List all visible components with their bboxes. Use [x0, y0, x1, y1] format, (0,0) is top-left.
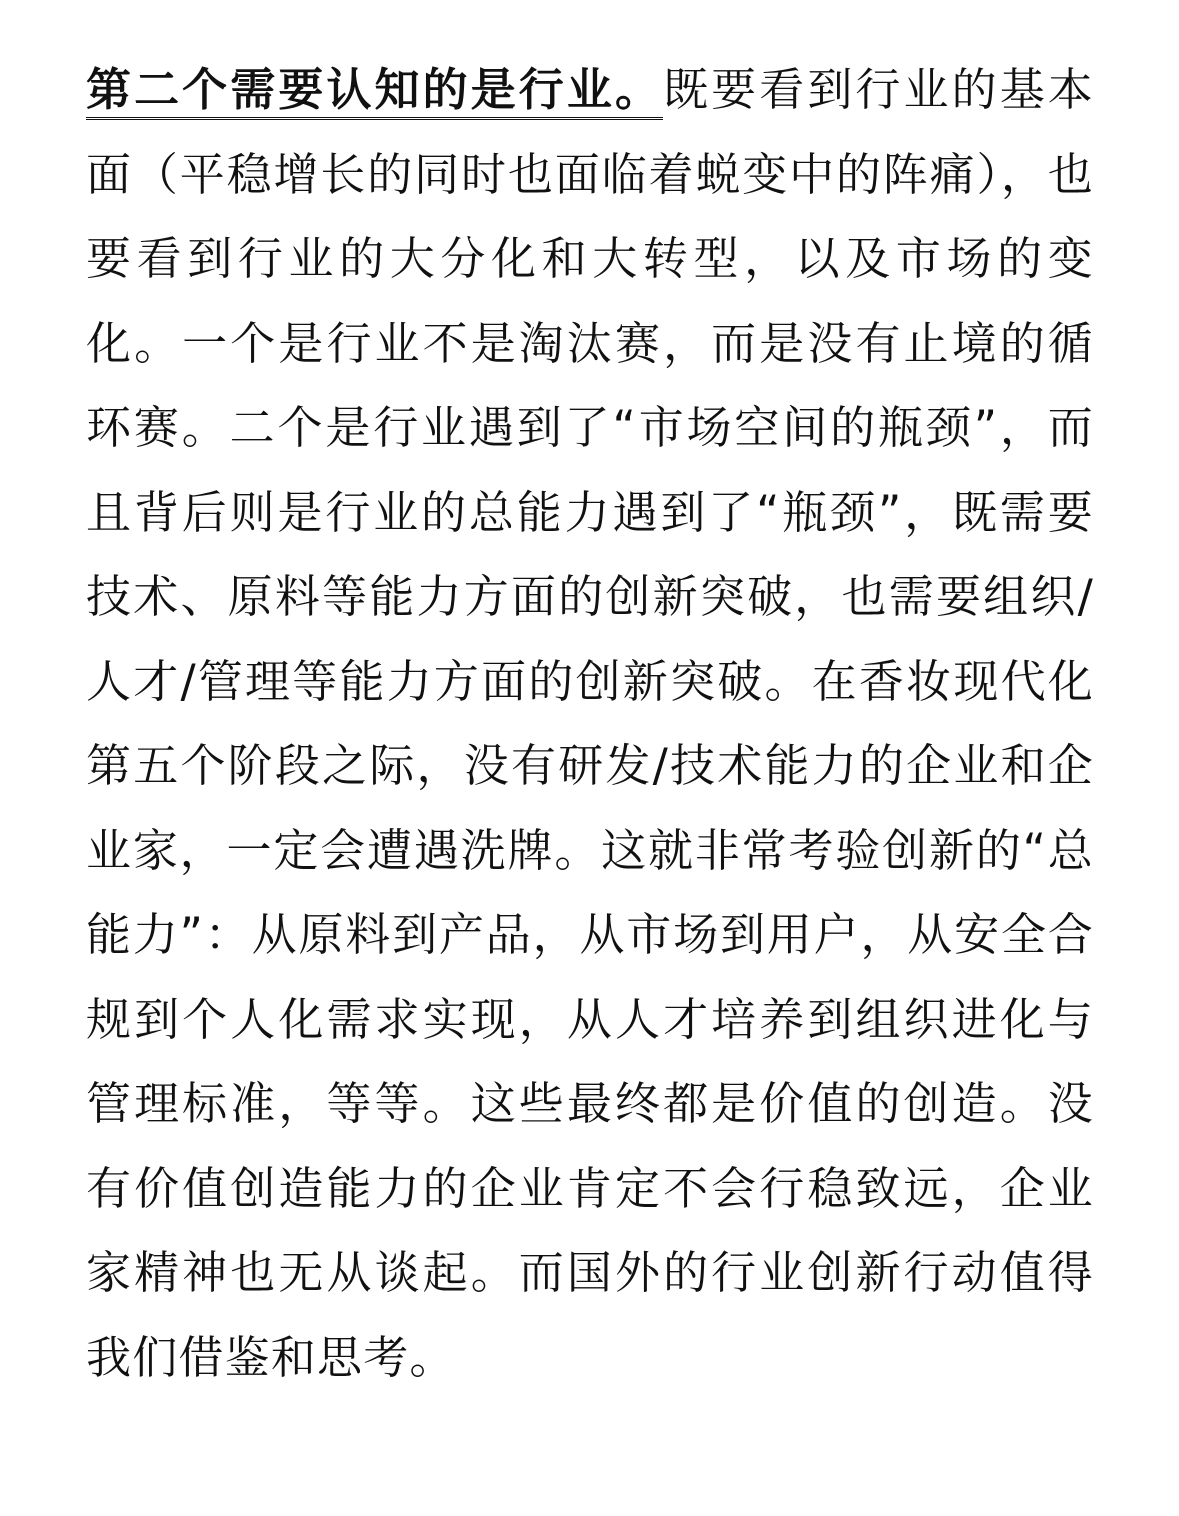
article-paragraph [86, 48, 1094, 1400]
lead-sentence: 第二个需要认知的是行业。 [86, 63, 663, 120]
body-text: 既要看到行业的基本面（平稳增长的同时也面临着蜕变中的阵痛），也要看到行业的大分化和大转型，以及市场的变化。一个是行业不是淘汰赛，而是没有止境的循环赛。二个是行业遇到了“市场空间的瓶颈”，而且背后则是行业的总能力遇到了“瓶颈”，既需要技术、原料等能力方面的创新突破，也需要组织/人才/管理等能力方面的创新突破。在香妆现代化第五个阶段之际，没有研发/技术能力的企业和企业家，一定会遭遇洗牌。这就非常考验创新的“总能力”：从原料到产品，从市场到用户，从安全合规到个人化需求实现，从人才培养到组织进化与管理标准，等等。这些最终都是价值的创造。没有价值创造能力的企业肯定不会行稳致远，企业家精神也无从谈起。而国外的行业创新行动值得我们借鉴和思考。 [86, 63, 1094, 1384]
